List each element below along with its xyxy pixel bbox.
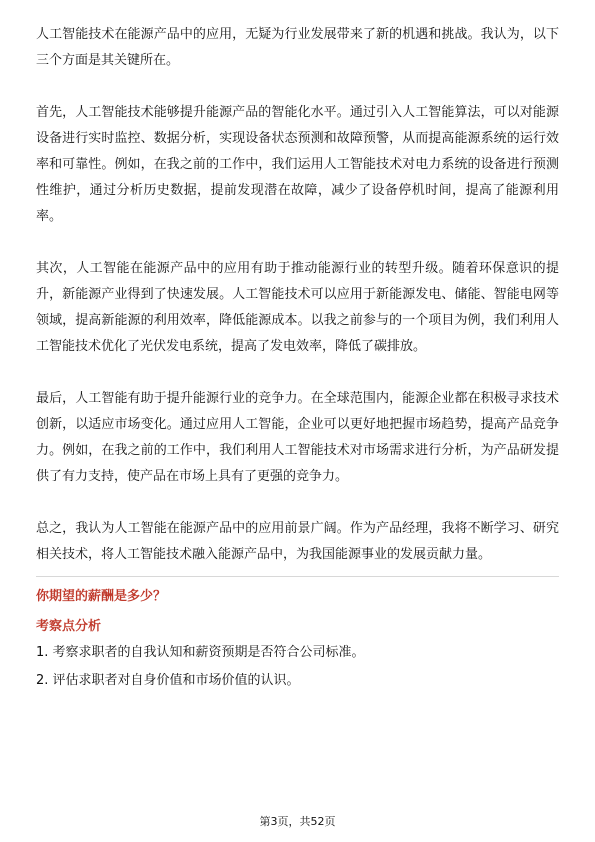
answer-paragraph-second: 其次，人工智能在能源产品中的应用有助于推动能源行业的转型升级。随着环保意识的提升，新能源产业得到了快速发展。人工智能技术可以应用于新能源发电、储能、智能电网等领域，提高新能源的利用效率，降低能源成本。以我之前参与的一个项目为例，我们利用人工智能技术优化了光伏发电系统，提高了发电效率，降低了碳排放。	[36, 261, 559, 354]
analysis-point-2: 2. 评估求职者对自身价值和市场价值的认识。	[36, 673, 300, 688]
answer-paragraph-intro: 人工智能技术在能源产品中的应用，无疑为行业发展带来了新的机遇和挑战。我认为，以下三个方面是其关键所在。	[36, 27, 559, 68]
page-number: 第3页，共52页	[259, 815, 336, 828]
analysis-point-1: 1. 考察求职者的自我认知和薪资预期是否符合公司标准。	[36, 645, 365, 660]
answer-paragraph-third: 最后，人工智能有助于提升能源行业的竞争力。在全球范围内，能源企业都在积极寻求技术创新，以适应市场变化。通过应用人工智能，企业可以更好地把握市场趋势，提高产品竞争力。例如，在我之前的工作中，我们利用人工智能技术对市场需求进行分析，为产品研发提供了有力支持，使产品在市场上具有了更强的竞争力。	[36, 391, 559, 484]
answer-paragraph-summary: 总之，我认为人工智能在能源产品中的应用前景广阔。作为产品经理，我将不断学习、研究相关技术，将人工智能技术融入能源产品中，为我国能源事业的发展贡献力量。	[36, 521, 559, 562]
answer-paragraph-first: 首先，人工智能技术能够提升能源产品的智能化水平。通过引入人工智能算法，可以对能源设备进行实时监控、数据分析，实现设备状态预测和故障预警，从而提高能源系统的运行效率和可靠性。例如，在我之前的工作中，我们运用人工智能技术对电力系统的设备进行预测性维护，通过分析历史数据，提前发现潜在故障，减少了设备停机时间，提高了能源利用率。	[36, 105, 559, 224]
analysis-title: 考察点分析	[36, 619, 102, 634]
section-divider	[36, 576, 559, 577]
interview-question: 你期望的薪酬是多少？	[36, 589, 167, 604]
document-page	[36, 22, 559, 699]
